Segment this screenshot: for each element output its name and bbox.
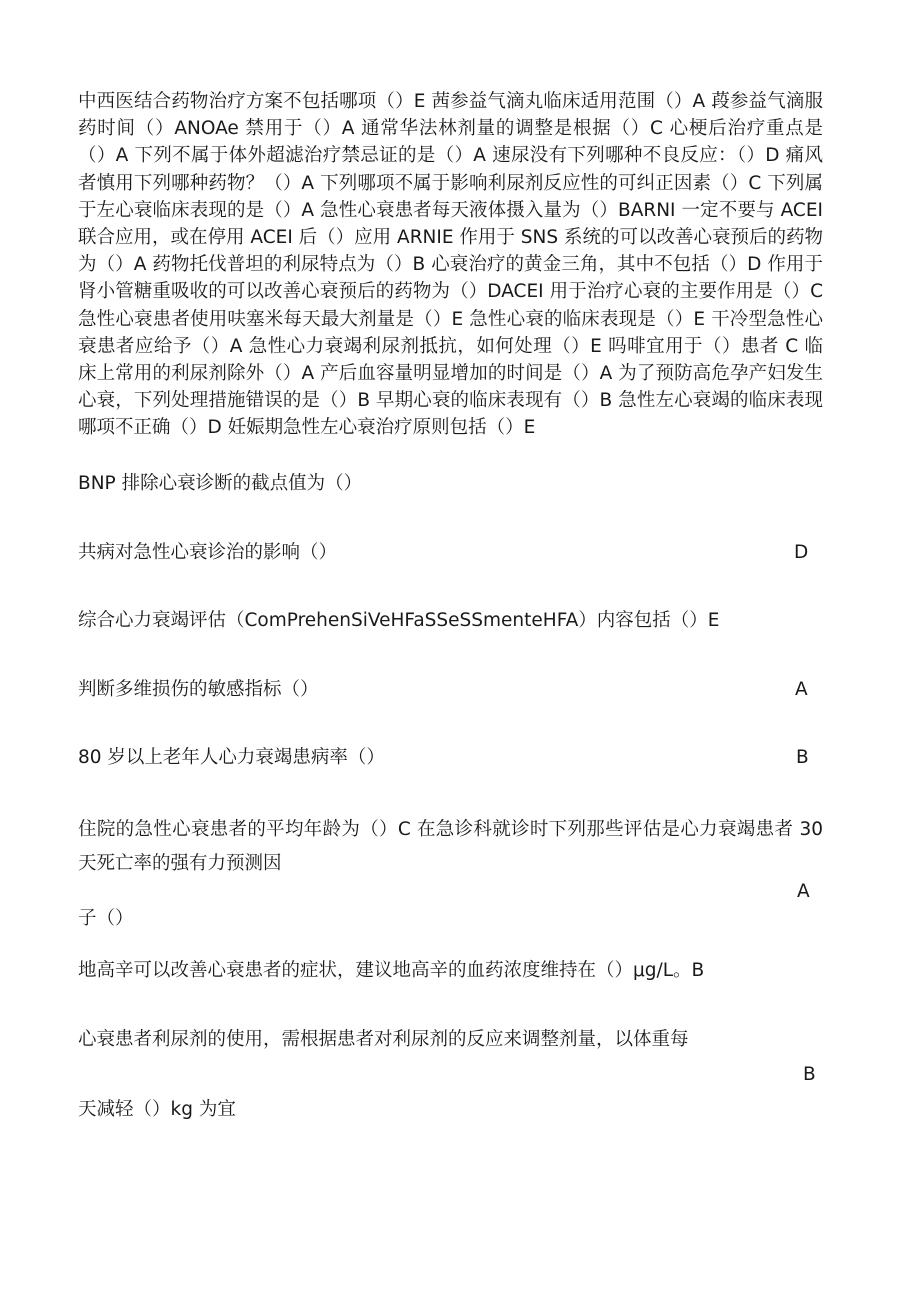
question-comorbidity: 共病对急性心衰诊治的影响（）	[78, 542, 338, 563]
answer-comorbidity: D	[794, 542, 809, 563]
question-average-age-continued: 子（）	[78, 908, 134, 929]
question-comprehensive-hf-assessment: 综合心力衰竭评估（ComPrehenSiVeHFaSSeSSmenteHFA）内容包括（）E	[78, 610, 720, 631]
question-diuretic-continued: 天减轻（）kg 为宜	[78, 1099, 236, 1120]
answer-diuretic: B	[803, 1064, 816, 1085]
question-multidimensional-impairment: 判断多维损伤的敏感指标（）	[78, 679, 319, 700]
question-bnp-cutoff: BNP 排除心衰诊断的截点值为（）	[78, 473, 363, 494]
answer-elderly-prevalence: B	[796, 747, 809, 768]
answer-multidimensional-impairment: A	[795, 679, 808, 700]
question-elderly-prevalence: 80 岁以上老年人心力衰竭患病率（）	[78, 747, 385, 768]
answer-average-age: A	[797, 881, 810, 902]
question-diuretic: 心衰患者利尿剂的使用，需根据患者对利尿剂的反应来调整剂量，以体重每	[78, 1029, 689, 1050]
question-average-age: 住院的急性心衰患者的平均年龄为（）C 在急诊科就诊时下列那些评估是心力衰竭患者 30 天死亡率的强有力预测因	[78, 819, 823, 874]
intro-paragraph: 中西医结合药物治疗方案不包括哪项（）E 茜参益气滴丸临床适用范围（）A 葮参益气滴服药时间（）ANOAe 禁用于（）A 通常华法林剂量的调整是根据（）C 心梗后治疗重点是（）A 下列不属于体外超滤治疗禁忌证的是（）A 速尿没有下列哪种不良反应：（）D 痛风者慎用下列哪种药物？（）A 下列哪项不属于影响利尿剂反应性的可纠正因素（）C 下列属于左心衰临床表现的是（）A 急性心衰患者每天液体摄入量为（）BARNI 一定不要与 ACEI 联合应用，或在停用 ACEI 后（）应用 ARNIE 作用于 SNS 系统的可以改善心衰预后的药物为（）A 药物托伐普坦的利尿特点为（）B 心衰治疗的黄金三角，其中不包括（）D 作用于肾小管糖重吸收的可以改善心衰预后的药物为（）DACEI 用于治疗心衰的主要作用是（）C 急性心衰患者使用呋塞米每天最大剂量是（）E 急性心衰的临床表现是（）E 干冷型急性心衰患者应给予（）A 急性心力衰竭利尿剂抵抗，如何处理（）E 吗啡宜用于（）患者 C 临床上常用的利尿剂除外（）A 产后血容量明显增加的时间是（）A 为了预防高危孕产妇发生心衰，下列处理措施错误的是（）B 早期心衰的临床表现有（）B 急性左心衰竭的临床表现哪项不正确（）D 妊娠期急性左心衰治疗原则包括（）E	[78, 91, 823, 439]
question-digoxin: 地高辛可以改善心衰患者的症状，建议地高辛的血药浓度维持在（）μg∕L。B	[78, 960, 705, 981]
